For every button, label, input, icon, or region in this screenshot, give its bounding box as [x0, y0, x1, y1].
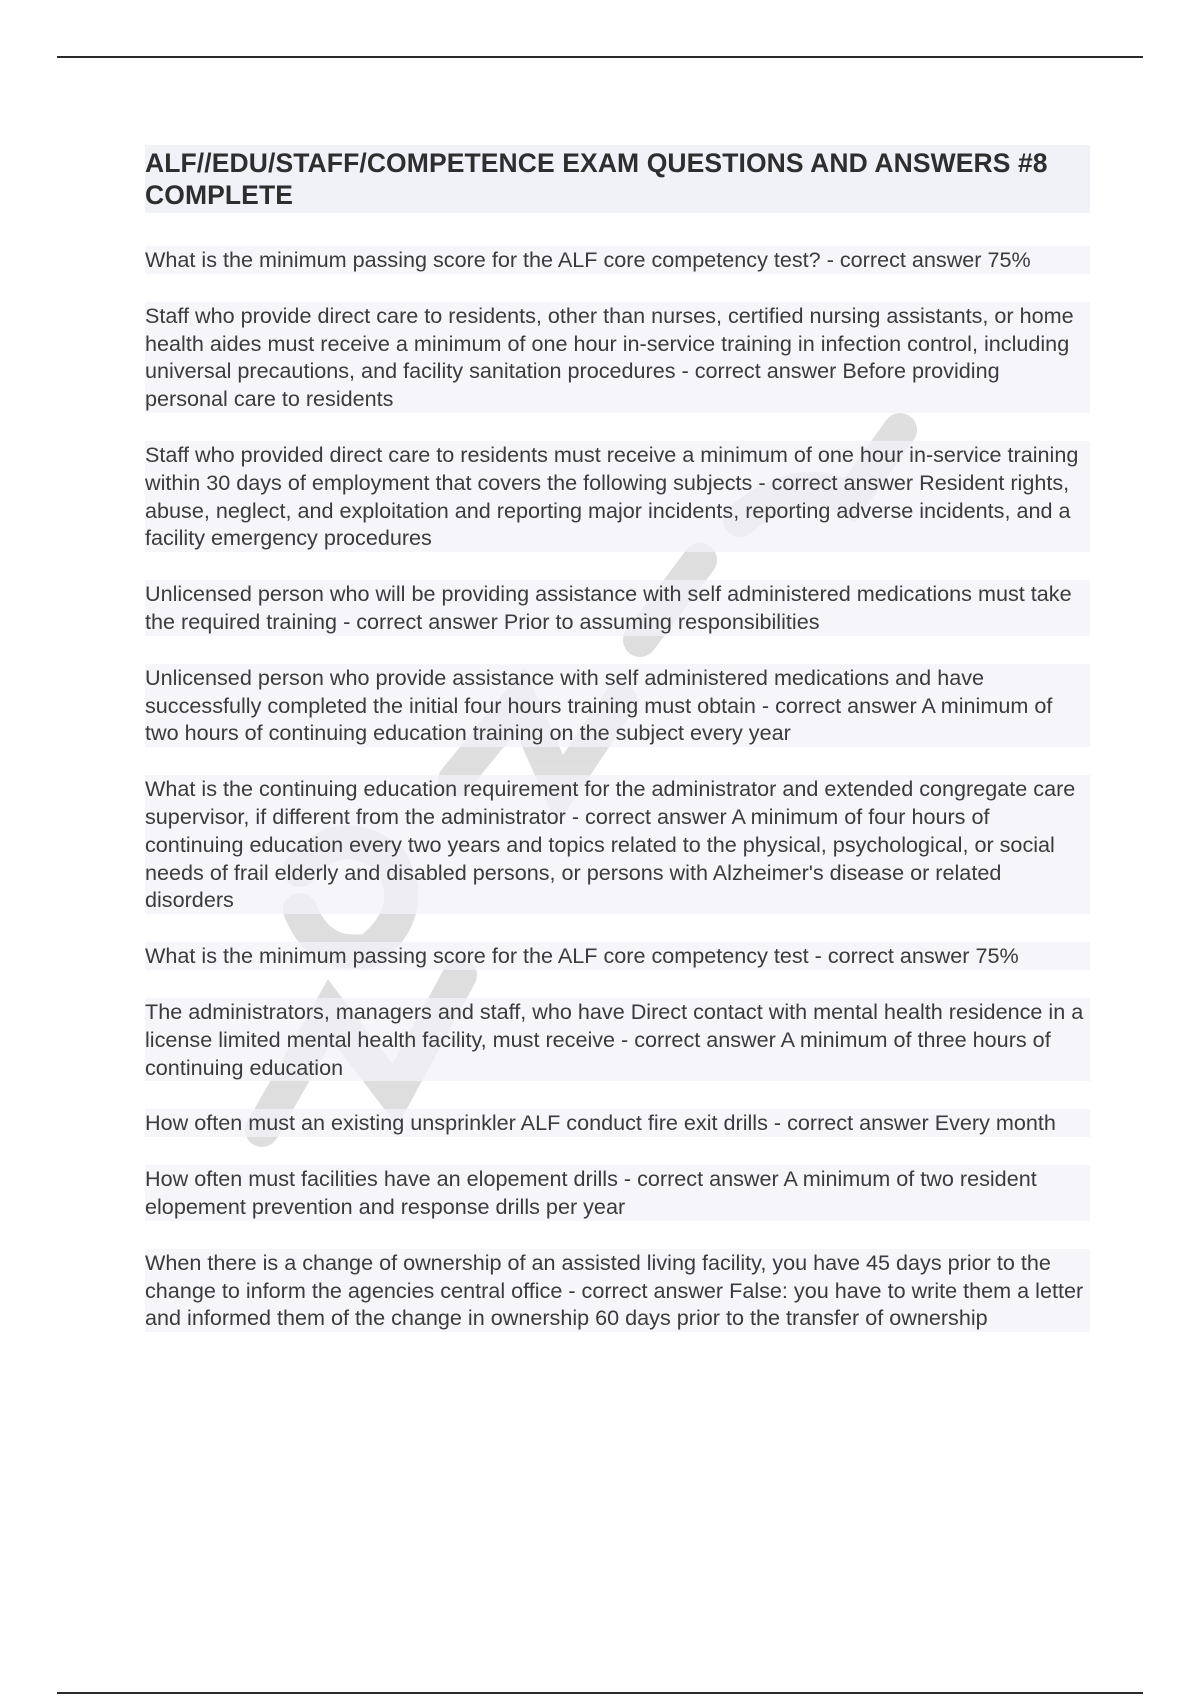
- top-rule: [57, 56, 1143, 58]
- qa-item: Unlicensed person who provide assistance with self administered medications and have successfully completed the initial four hours training must obtain - correct answer A minimum of two hours of continuing education training on the subject every year: [145, 664, 1090, 747]
- qa-item: The administrators, managers and staff, who have Direct contact with mental health residence in a license limited mental health facility, must receive - correct answer A minimum of three hours of continuing education: [145, 998, 1090, 1081]
- qa-item: What is the continuing education requirement for the administrator and extended congregate care supervisor, if different from the administrator - correct answer A minimum of four hours of continuing education every two years and topics related to the physical, psychological, or social needs of frail elderly and disabled persons, or persons with Alzheimer's disease or related disorders: [145, 775, 1090, 914]
- qa-item: Staff who provide direct care to residents, other than nurses, certified nursing assistants, or home health aides must receive a minimum of one hour in-service training in infection control, including universal precautions, and facility sanitation procedures - correct answer Before providing personal care to residents: [145, 302, 1090, 413]
- qa-item: What is the minimum passing score for the ALF core competency test? - correct answer 75%: [145, 246, 1090, 274]
- qa-item: How often must facilities have an elopement drills - correct answer A minimum of two resident elopement prevention and response drills per year: [145, 1165, 1090, 1221]
- document-title: ALF//EDU/STAFF/COMPETENCE EXAM QUESTIONS AND ANSWERS #8 COMPLETE: [145, 145, 1090, 213]
- qa-list: [145, 246, 1090, 1332]
- qa-item: When there is a change of ownership of an assisted living facility, you have 45 days prior to the change to inform the agencies central office - correct answer False: you have to write them a letter and informed them of the change in ownership 60 days prior to the transfer of ownership: [145, 1249, 1090, 1332]
- document-body: [145, 145, 1090, 1360]
- qa-item: Unlicensed person who will be providing assistance with self administered medications must take the required training - correct answer Prior to assuming responsibilities: [145, 580, 1090, 636]
- qa-item: What is the minimum passing score for the ALF core competency test - correct answer 75%: [145, 942, 1090, 970]
- qa-item: How often must an existing unsprinkler ALF conduct fire exit drills - correct answer Every month: [145, 1109, 1090, 1137]
- bottom-rule: [57, 1692, 1143, 1694]
- qa-item: Staff who provided direct care to residents must receive a minimum of one hour in-service training within 30 days of employment that covers the following subjects - correct answer Resident rights, abuse, neglect, and exploitation and reporting major incidents, reporting adverse incidents, and a facility emergency procedures: [145, 441, 1090, 552]
